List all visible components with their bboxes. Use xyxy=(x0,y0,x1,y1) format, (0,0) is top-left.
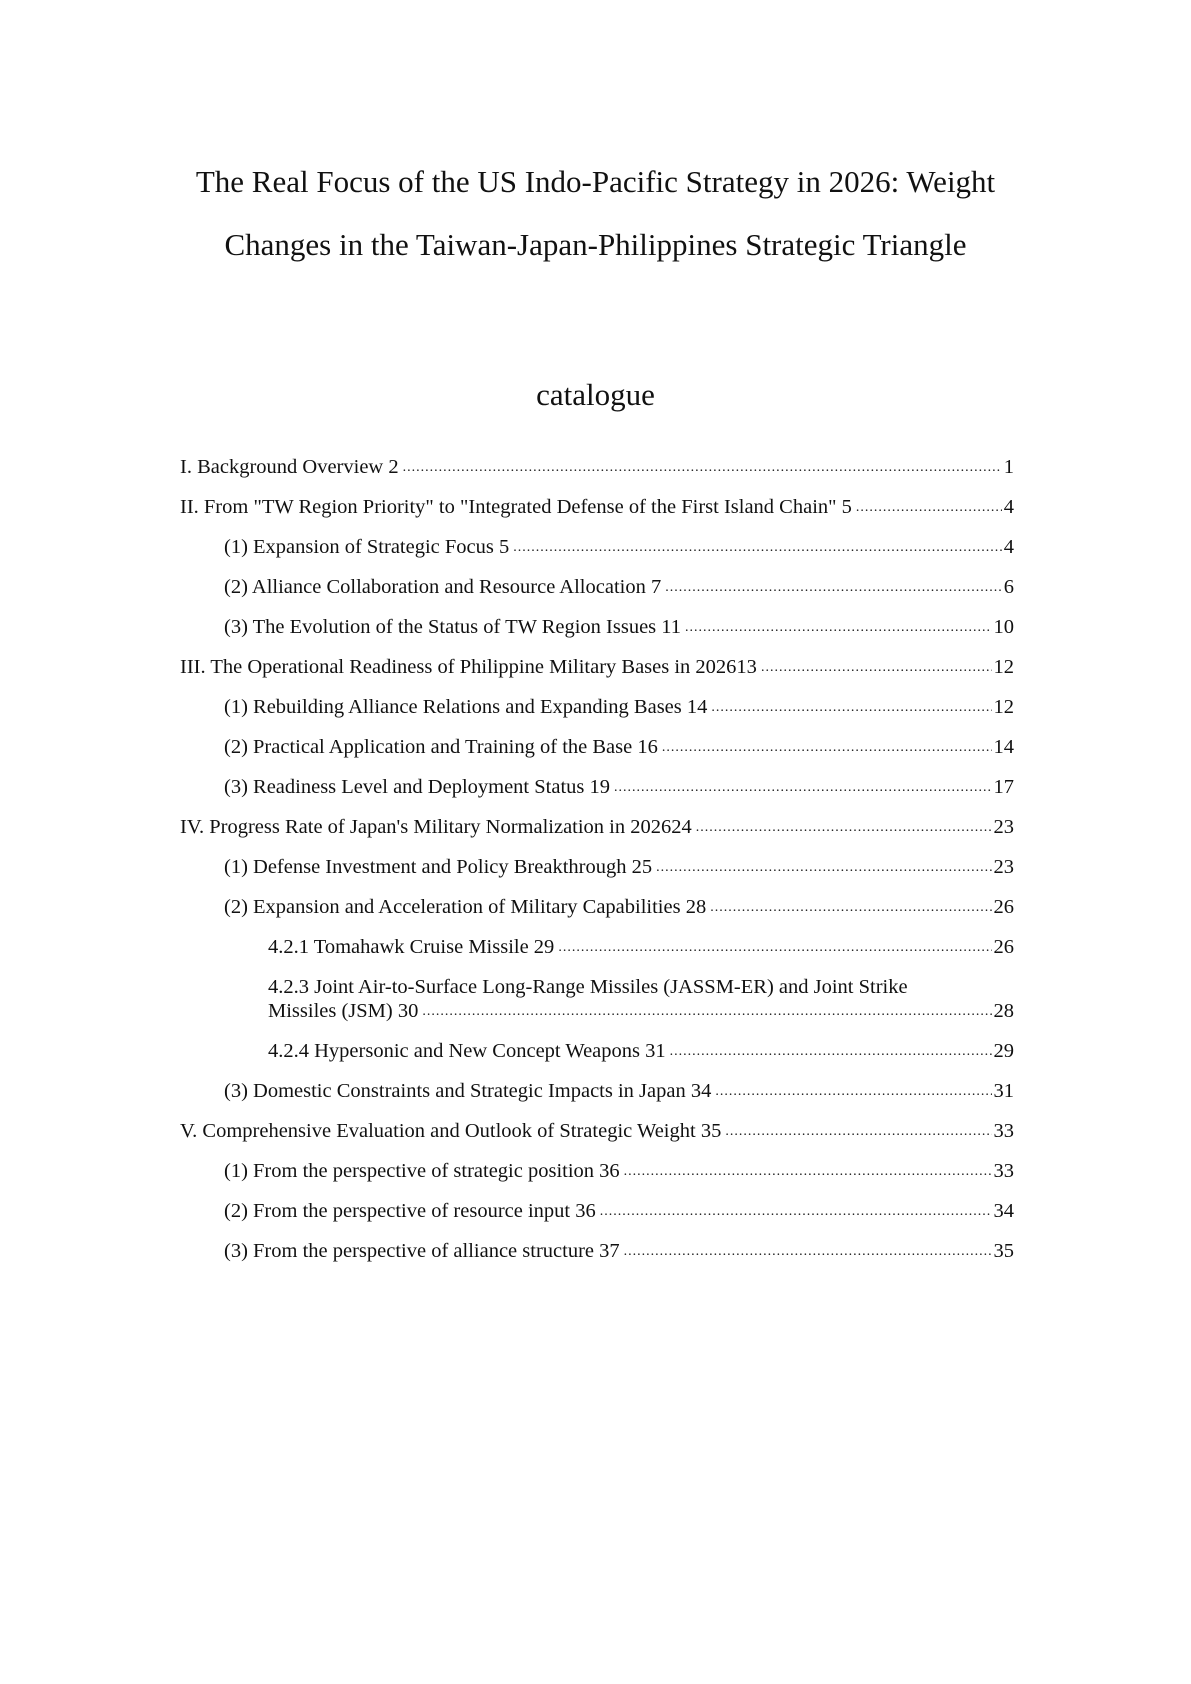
toc-entry[interactable] xyxy=(180,1039,1014,1063)
toc-entry[interactable] xyxy=(180,575,1014,599)
toc-leader-dots xyxy=(696,821,992,835)
toc-leader-dots xyxy=(513,541,1002,555)
toc-entry-text: 4.2.4 Hypersonic and New Concept Weapons 31 xyxy=(268,1040,666,1062)
toc-entry-text-line-2: Missiles (JSM) 30 xyxy=(268,1000,419,1022)
toc-entry[interactable] xyxy=(180,615,1014,639)
toc-entry-page: 23 xyxy=(993,816,1014,838)
toc-leader-dots xyxy=(665,581,1002,595)
toc-entry-text: (1) Defense Investment and Policy Breakthrough 25 xyxy=(224,856,653,878)
toc-entry-page: 28 xyxy=(993,1000,1014,1022)
toc-leader-dots xyxy=(624,1245,992,1259)
toc-entry-page: 31 xyxy=(993,1080,1014,1102)
toc-entry-page: 12 xyxy=(993,696,1014,718)
toc-entry-text: 4.2.1 Tomahawk Cruise Missile 29 xyxy=(268,936,555,958)
toc-entry[interactable] xyxy=(180,655,1014,679)
toc-entry[interactable] xyxy=(180,815,1014,839)
toc-entry-text: (3) The Evolution of the Status of TW Region Issues 11 xyxy=(224,616,682,638)
document-title xyxy=(170,150,1021,276)
toc-entry[interactable] xyxy=(180,455,1014,479)
toc-leader-dots xyxy=(761,661,992,675)
toc-leader-dots xyxy=(670,1045,992,1059)
toc-entry-page: 33 xyxy=(993,1160,1014,1182)
toc-entry-text: (2) Practical Application and Training of the Base 16 xyxy=(224,736,658,758)
toc-entry-page: 4 xyxy=(1003,496,1014,518)
toc-entry-page: 26 xyxy=(993,936,1014,958)
toc-leader-dots xyxy=(600,1205,992,1219)
toc-leader-dots xyxy=(656,861,991,875)
toc-entry-text: III. The Operational Readiness of Philippine Military Bases in 202613 xyxy=(180,656,757,678)
toc-entry[interactable] xyxy=(180,895,1014,919)
toc-entry-text-line-1: 4.2.3 Joint Air-to-Surface Long-Range Missiles (JASSM-ER) and Joint Strike xyxy=(268,976,908,998)
toc-entry-text: IV. Progress Rate of Japan's Military Normalization in 202624 xyxy=(180,816,692,838)
table-of-contents xyxy=(180,455,1014,1279)
toc-entry-text: II. From "TW Region Priority" to "Integrated Defense of the First Island Chain" 5 xyxy=(180,496,852,518)
toc-entry-text: (3) From the perspective of alliance structure 37 xyxy=(224,1240,620,1262)
toc-entry-page: 35 xyxy=(993,1240,1014,1262)
toc-entry[interactable] xyxy=(180,695,1014,719)
toc-leader-dots xyxy=(403,461,1002,475)
toc-leader-dots xyxy=(662,741,992,755)
toc-entry-page: 34 xyxy=(993,1200,1014,1222)
toc-entry-text: (1) Expansion of Strategic Focus 5 xyxy=(224,536,510,558)
document-title-line-2: Changes in the Taiwan-Japan-Philippines Strategic Triangle xyxy=(224,227,967,262)
toc-entry-page: 12 xyxy=(993,656,1014,678)
toc-entry[interactable] xyxy=(180,1239,1014,1263)
toc-entry-page: 10 xyxy=(993,616,1014,638)
toc-entry-text: (1) From the perspective of strategic position 36 xyxy=(224,1160,620,1182)
toc-leader-dots xyxy=(558,941,991,955)
toc-leader-dots xyxy=(685,621,991,635)
toc-entry-text: V. Comprehensive Evaluation and Outlook of Strategic Weight 35 xyxy=(180,1120,722,1142)
toc-entry-text: (2) Expansion and Acceleration of Military Capabilities 28 xyxy=(224,896,707,918)
toc-leader-dots xyxy=(422,1005,991,1019)
toc-entry[interactable] xyxy=(180,975,1014,1023)
toc-entry[interactable] xyxy=(180,495,1014,519)
toc-entry[interactable] xyxy=(180,775,1014,799)
toc-entry-page: 26 xyxy=(993,896,1014,918)
toc-entry-page: 14 xyxy=(993,736,1014,758)
toc-leader-dots xyxy=(715,1085,991,1099)
toc-entry[interactable] xyxy=(180,1199,1014,1223)
toc-entry[interactable] xyxy=(180,1119,1014,1143)
toc-leader-dots xyxy=(725,1125,991,1139)
toc-entry-page: 17 xyxy=(993,776,1014,798)
toc-entry[interactable] xyxy=(180,1079,1014,1103)
toc-entry-text: (3) Readiness Level and Deployment Status 19 xyxy=(224,776,610,798)
toc-entry-page: 4 xyxy=(1003,536,1014,558)
toc-entry-page: 29 xyxy=(993,1040,1014,1062)
toc-entry-text: I. Background Overview 2 xyxy=(180,456,399,478)
toc-leader-dots xyxy=(710,901,991,915)
toc-heading: catalogue xyxy=(536,377,655,412)
toc-entry[interactable] xyxy=(180,735,1014,759)
toc-entry[interactable] xyxy=(180,935,1014,959)
toc-entry-text: (3) Domestic Constraints and Strategic Impacts in Japan 34 xyxy=(224,1080,712,1102)
toc-leader-dots xyxy=(711,701,991,715)
toc-leader-dots xyxy=(624,1165,992,1179)
toc-entry-page: 6 xyxy=(1003,576,1014,598)
toc-entry-text: (2) From the perspective of resource input 36 xyxy=(224,1200,596,1222)
toc-entry[interactable] xyxy=(180,535,1014,559)
toc-entry[interactable] xyxy=(180,855,1014,879)
toc-entry-text: (2) Alliance Collaboration and Resource Allocation 7 xyxy=(224,576,662,598)
toc-leader-dots xyxy=(856,501,1002,515)
toc-entry-page: 33 xyxy=(993,1120,1014,1142)
toc-entry-text: (1) Rebuilding Alliance Relations and Expanding Bases 14 xyxy=(224,696,708,718)
toc-entry-page: 23 xyxy=(993,856,1014,878)
document-title-line-1: The Real Focus of the US Indo-Pacific Strategy in 2026: Weight xyxy=(195,164,996,199)
toc-leader-dots xyxy=(614,781,992,795)
toc-entry[interactable] xyxy=(180,1159,1014,1183)
toc-entry-page: 1 xyxy=(1003,456,1014,478)
